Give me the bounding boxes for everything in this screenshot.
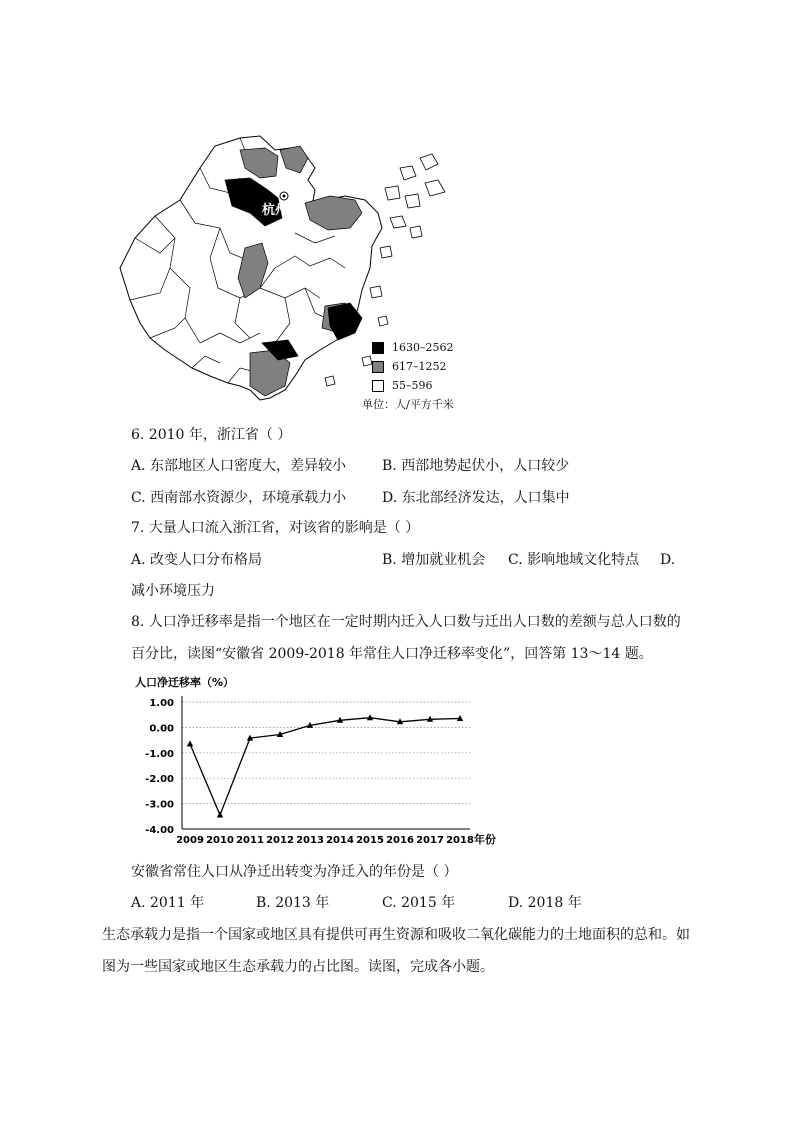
q7-option-d-text: 减小环境压力 xyxy=(131,583,215,599)
passage-line2: 图为一些国家或地区生态承载力的占比图。读图，完成各小题。 xyxy=(102,959,494,975)
q7-option-a[interactable]: A. 改变人口分布格局 xyxy=(131,552,263,568)
x-tick-label: 2017 xyxy=(416,835,444,846)
x-tick-label: 2011 xyxy=(236,835,264,846)
y-tick-label: -3.00 xyxy=(145,799,174,811)
x-tick-label: 2013 xyxy=(296,835,324,846)
x-tick-label: 2014 xyxy=(326,835,354,846)
legend-item xyxy=(372,357,454,376)
x-axis-label: 年份 xyxy=(474,833,496,846)
q7-stem: 7. 大量人口流入浙江省，对该省的影响是（ ） xyxy=(131,520,420,536)
city-label: 杭州 xyxy=(262,203,289,218)
y-tick-label: 0.00 xyxy=(149,723,174,735)
q7-option-b[interactable]: B. 增加就业机会 xyxy=(382,552,486,568)
q8-option-d[interactable]: D. 2018 年 xyxy=(508,895,582,911)
x-tick-label: 2012 xyxy=(266,835,294,846)
x-tick-label: 2018 xyxy=(446,835,474,846)
y-tick-label: -2.00 xyxy=(145,774,174,786)
q8-option-a[interactable]: A. 2011 年 xyxy=(131,895,205,911)
q8-option-c[interactable]: C. 2015 年 xyxy=(382,895,456,911)
q6-option-a[interactable]: A. 东部地区人口密度大，差异较小 xyxy=(131,458,347,474)
legend-label: 55–596 xyxy=(392,379,433,392)
legend-unit: 单位：人/平方千米 xyxy=(362,398,454,411)
legend-swatch-black xyxy=(372,342,384,354)
q8-intro-line1: 8. 人口净迁移率是指一个地区在一定时期内迁入人口数与迁出人口数的差额与总人口数的 xyxy=(131,614,681,630)
y-tick-label: -1.00 xyxy=(145,748,174,760)
chart-title: 人口净迁移率（%） xyxy=(135,676,235,689)
y-tick-label: 1.00 xyxy=(149,698,174,709)
legend-swatch-grey xyxy=(372,361,384,373)
x-tick-label: 2009 xyxy=(176,835,204,846)
q8-option-b[interactable]: B. 2013 年 xyxy=(256,895,330,911)
legend-swatch-white xyxy=(372,380,384,392)
q6-stem: 6. 2010 年，浙江省（ ） xyxy=(131,427,292,443)
q7-option-c[interactable]: C. 影响地域文化特点 xyxy=(508,552,640,568)
q8-intro-line2: 百分比，读图“安徽省 2009-2018 年常住人口净迁移率变化”，回答第 13～14 题。 xyxy=(131,646,653,662)
data-point xyxy=(217,812,223,818)
q8-stem: 安徽省常住人口从净迁出转变为净迁入的年份是（ ） xyxy=(131,864,458,880)
migration-rate-chart xyxy=(130,672,510,852)
x-tick-label: 2015 xyxy=(356,835,384,846)
q6-option-d[interactable]: D. 东北部经济发达，人口集中 xyxy=(382,490,570,506)
q6-option-c[interactable]: C. 西南部水资源少，环境承载力小 xyxy=(131,490,347,506)
q7-option-d[interactable]: D. xyxy=(660,552,676,568)
passage-line1: 生态承载力是指一个国家或地区具有提供可再生资源和吸收二氧化碳能力的土地面积的总和。如 xyxy=(102,927,690,943)
q6-option-b[interactable]: B. 西部地势起伏小，人口较少 xyxy=(382,458,570,474)
legend-item xyxy=(372,376,454,395)
map-legend xyxy=(362,338,454,414)
legend-label: 1630–2562 xyxy=(392,341,454,354)
series-line xyxy=(190,718,460,815)
x-tick-label: 2010 xyxy=(206,835,234,846)
x-tick-label: 2016 xyxy=(386,835,414,846)
data-point xyxy=(187,740,193,746)
legend-item xyxy=(372,338,454,357)
legend-label: 617–1252 xyxy=(392,360,447,373)
y-tick-label: -4.00 xyxy=(145,825,174,836)
